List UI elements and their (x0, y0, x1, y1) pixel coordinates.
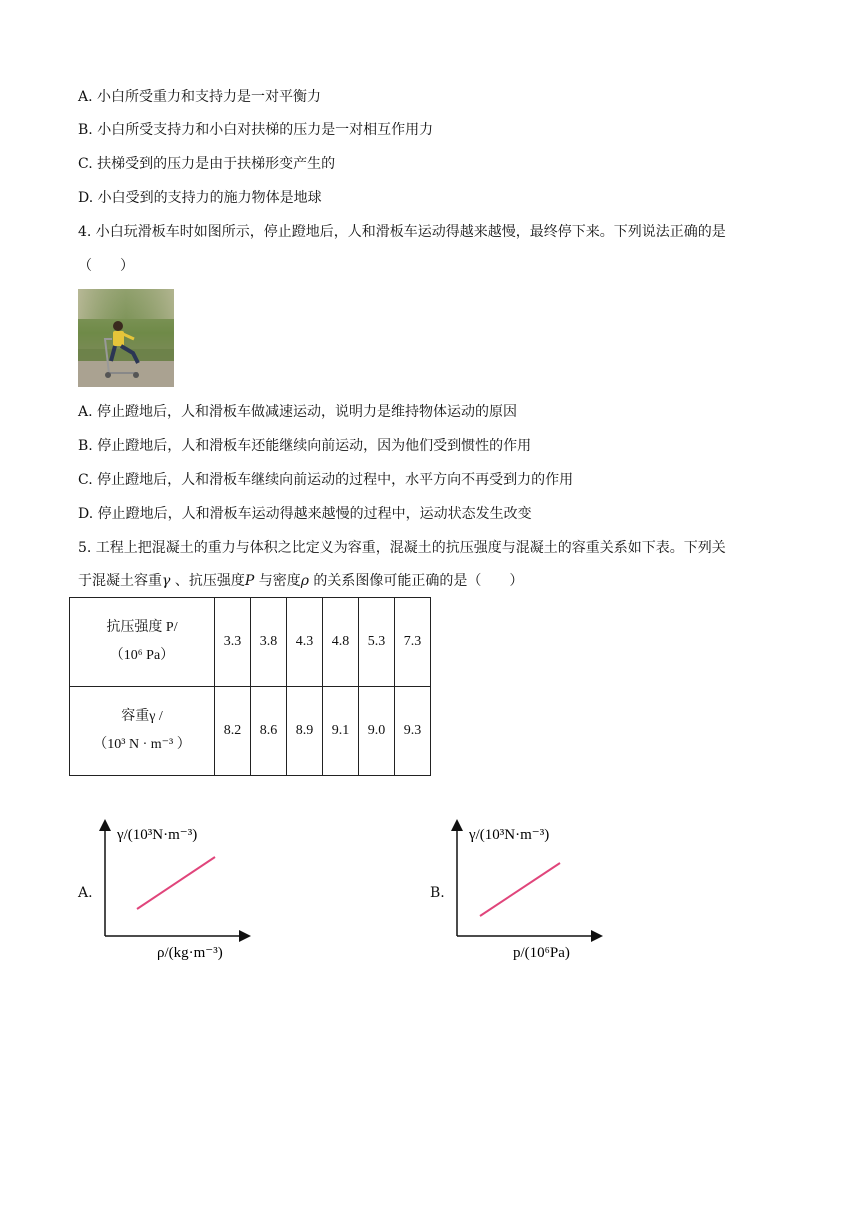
q3-option-c: C. 扶梯受到的压力是由于扶梯形变产生的 (78, 156, 336, 172)
graph-a-y-label: γ/(10³N·m⁻³) (117, 827, 198, 843)
q3-option-a: A. 小白所受重力和支持力是一对平衡力 (78, 89, 322, 105)
data-table (69, 597, 431, 776)
table-cell: 9.3 (395, 687, 431, 776)
q3-option-d: D. 小白受到的支持力的施力物体是地球 (78, 190, 322, 206)
table-cell: 7.3 (395, 598, 431, 687)
graph-b-x-label: p/(10⁶Pa) (513, 945, 570, 961)
table-cell: 9.0 (359, 687, 395, 776)
graph-a-label: A. (78, 885, 93, 901)
q4-stem-bracket: （ ） (78, 258, 134, 274)
table-cell: 3.8 (251, 598, 287, 687)
row-header: 抗压强度 P/ （10⁶ Pa） (70, 598, 215, 687)
table-cell: 8.6 (251, 687, 287, 776)
table-cell: 5.3 (359, 598, 395, 687)
graph-b-label: B. (430, 885, 445, 901)
q4-option-a: A. 停止蹬地后，人和滑板车做减速运动，说明力是维持物体运动的原因 (78, 404, 518, 420)
table-row (70, 598, 431, 687)
table-row (70, 687, 431, 776)
graph-a-x-label: ρ/(kg·m⁻³) (157, 945, 223, 961)
trend-line (480, 863, 560, 916)
q4-option-d: D. 停止蹬地后，人和滑板车运动得越来越慢的过程中，运动状态发生改变 (78, 506, 532, 522)
table-cell: 4.8 (323, 598, 359, 687)
table-cell: 3.3 (215, 598, 251, 687)
q4-option-b: B. 停止蹬地后，人和滑板车还能继续向前运动，因为他们受到惯性的作用 (78, 438, 532, 454)
q3-option-b: B. 小白所受支持力和小白对扶梯的压力是一对相互作用力 (78, 122, 434, 138)
q5-stem: 5. 工程上把混凝土的重力与体积之比定义为容重，混凝土的抗压强度与混凝土的容重关系如下表。下列关 (78, 540, 726, 556)
graph-a (95, 815, 265, 965)
scooter-photo (78, 289, 174, 387)
table-cell: 8.9 (287, 687, 323, 776)
row-header: 容重γ / （10³ N · m⁻³ ） (70, 687, 215, 776)
trend-line (137, 857, 215, 909)
table-cell: 4.3 (287, 598, 323, 687)
table-cell: 9.1 (323, 687, 359, 776)
q5-stem-line2: 于混凝土容重γ 、抗压强度P 与密度ρ 的关系图像可能正确的是（ ） (78, 573, 524, 589)
graph-b-y-label: γ/(10³N·m⁻³) (469, 827, 550, 843)
table-cell: 8.2 (215, 687, 251, 776)
q4-stem: 4. 小白玩滑板车时如图所示，停止蹬地后，人和滑板车运动得越来越慢，最终停下来。下列说法正确的是 (78, 224, 726, 240)
q4-option-c: C. 停止蹬地后，人和滑板车继续向前运动的过程中，水平方向不再受到力的作用 (78, 472, 574, 488)
graph-b (447, 815, 617, 965)
